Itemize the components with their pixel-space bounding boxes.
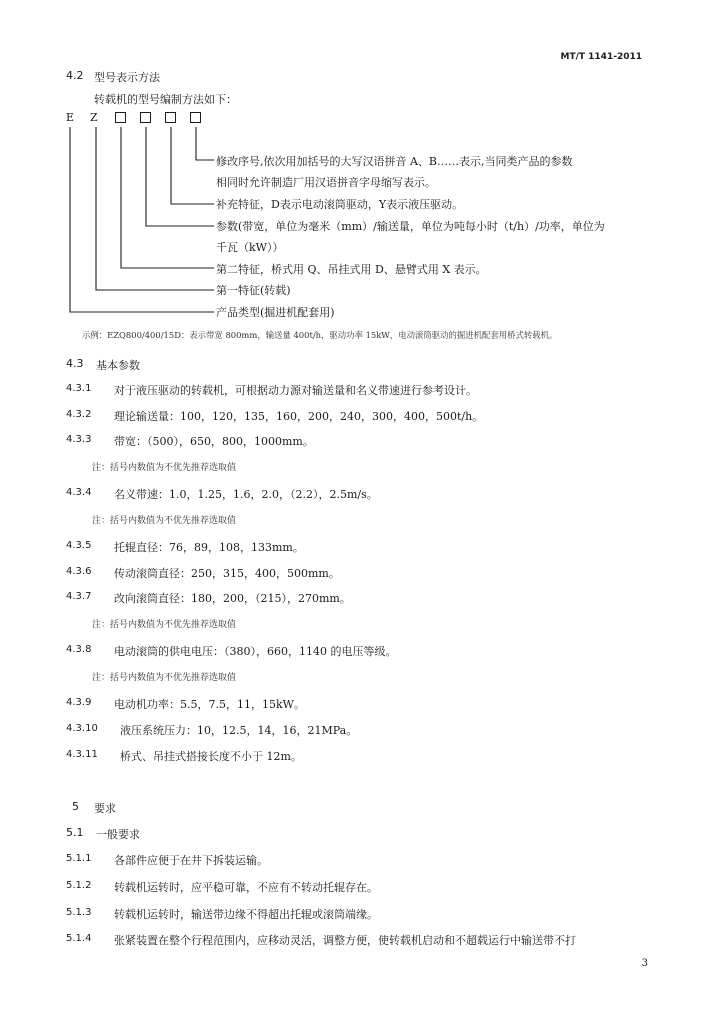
item-number: 4.3.11 — [66, 749, 98, 760]
item-number: 4.3.8 — [66, 644, 92, 655]
item-text: 托辊直径：76，89，108，133mm。 — [114, 541, 304, 554]
item-number: 4.3.3 — [66, 434, 92, 445]
code-letter-e: E — [66, 111, 75, 124]
leader-line-product-type — [70, 127, 214, 312]
section-4-3-title: 基本参数 — [96, 359, 140, 372]
item-number: 5.1.2 — [66, 880, 92, 891]
leader-line-revision — [196, 127, 214, 160]
desc-first-feature: 第一特征(转载) — [216, 284, 291, 297]
item-text: 转载机运转时，输送带边缘不得超出托辊或滚筒端缘。 — [114, 908, 378, 921]
item-number: 4.3.6 — [66, 566, 92, 577]
item-number: 4.3.9 — [66, 697, 92, 708]
section-4-2-number: 4.2 — [66, 69, 84, 82]
section-5-number: 5 — [72, 800, 79, 813]
leader-line-supplement — [171, 127, 214, 204]
code-letter-z: Z — [90, 111, 98, 124]
item-text: 名义带速：1.0，1.25，1.6，2.0，（2.2），2.5m/s。 — [114, 488, 378, 501]
desc-supplement: 补充特征，D表示电动滚筒驱动，Y表示液压驱动。 — [216, 198, 464, 211]
item-number: 5.1.3 — [66, 907, 92, 918]
model-example: 示例：EZQ800/400/15D：表示带宽 800mm，输送量 400t/h，驱动功率 15kW，电动滚筒驱动的掘进机配套用桥式转载机。 — [82, 330, 558, 340]
item-text: 转载机运转时，应平稳可靠，不应有不转动托辊存在。 — [114, 881, 378, 894]
leader-line-second-feature — [121, 127, 214, 268]
standard-number: MT/T 1141-2011 — [560, 52, 642, 62]
item-text: 各部件应便于在井下拆装运输。 — [114, 854, 268, 867]
item-number: 4.3.5 — [66, 540, 92, 551]
item-text: 电动滚筒的供电电压：（380），660，1140 的电压等级。 — [114, 645, 397, 658]
item-number: 4.3.4 — [66, 487, 92, 498]
item-number: 4.3.1 — [66, 383, 92, 394]
page-number: 3 — [641, 958, 648, 969]
item-text: 理论输送量：100，120，135，160，200，240，300，400，500t/h。 — [114, 410, 484, 423]
item-text: 带宽：（500），650，800，1000mm。 — [114, 435, 314, 448]
note: 注：括号内数值为不优先推荐选取值 — [92, 516, 237, 526]
section-5-1-title: 一般要求 — [96, 828, 140, 841]
desc-product-type: 产品类型(掘进机配套用) — [216, 306, 335, 319]
section-5-title: 要求 — [94, 802, 116, 815]
section-4-3-number: 4.3 — [66, 357, 84, 370]
item-text: 液压系统压力：10，12.5，14，16，21MPa。 — [120, 724, 358, 737]
leader-line-parameters — [146, 127, 214, 226]
item-number: 5.1.1 — [66, 853, 92, 864]
item-number: 5.1.4 — [66, 933, 92, 944]
note: 注：括号内数值为不优先推荐选取值 — [92, 463, 237, 473]
item-number: 4.3.10 — [66, 723, 98, 734]
desc-parameters-line2: 千瓦（kW）） — [216, 241, 284, 254]
desc-revision-line2: 相同时允许制造厂用汉语拼音字母缩写表示。 — [216, 176, 436, 189]
item-text: 桥式、吊挂式搭接长度不小于 12m。 — [120, 750, 302, 763]
item-text: 电动机功率：5.5，7.5，11，15kW。 — [114, 698, 305, 711]
item-text: 改向滚筒直径：180，200，（215），270mm。 — [114, 592, 351, 605]
item-text: 传动滚筒直径：250，315，400，500mm。 — [114, 567, 340, 580]
item-number: 4.3.7 — [66, 591, 92, 602]
item-number: 4.3.2 — [66, 409, 92, 420]
desc-revision-line1: 修改序号,依次用加括号的大写汉语拼音 A、B……表示,当同类产品的参数 — [216, 155, 573, 168]
note: 注：括号内数值为不优先推荐选取值 — [92, 620, 237, 630]
model-intro: 转载机的型号编制方法如下： — [94, 93, 237, 106]
section-4-2-title: 型号表示方法 — [94, 71, 160, 84]
desc-parameters-line1: 参数(带宽，单位为毫米（mm）/输送量，单位为吨每小时（t/h）/功率，单位为 — [216, 220, 605, 233]
item-text: 对于液压驱动的转载机，可根据动力源对输送量和名义带速进行参考设计。 — [114, 384, 477, 397]
section-5-1-number: 5.1 — [66, 826, 84, 839]
item-text: 张紧装置在整个行程范围内，应移动灵活，调整方便，使转载机启动和不超载运行中输送带不打 — [114, 934, 576, 947]
desc-second-feature: 第二特征，桥式用 Q、吊挂式用 D、悬臂式用 X 表示。 — [216, 263, 487, 276]
note: 注：括号内数值为不优先推荐选取值 — [92, 673, 237, 683]
